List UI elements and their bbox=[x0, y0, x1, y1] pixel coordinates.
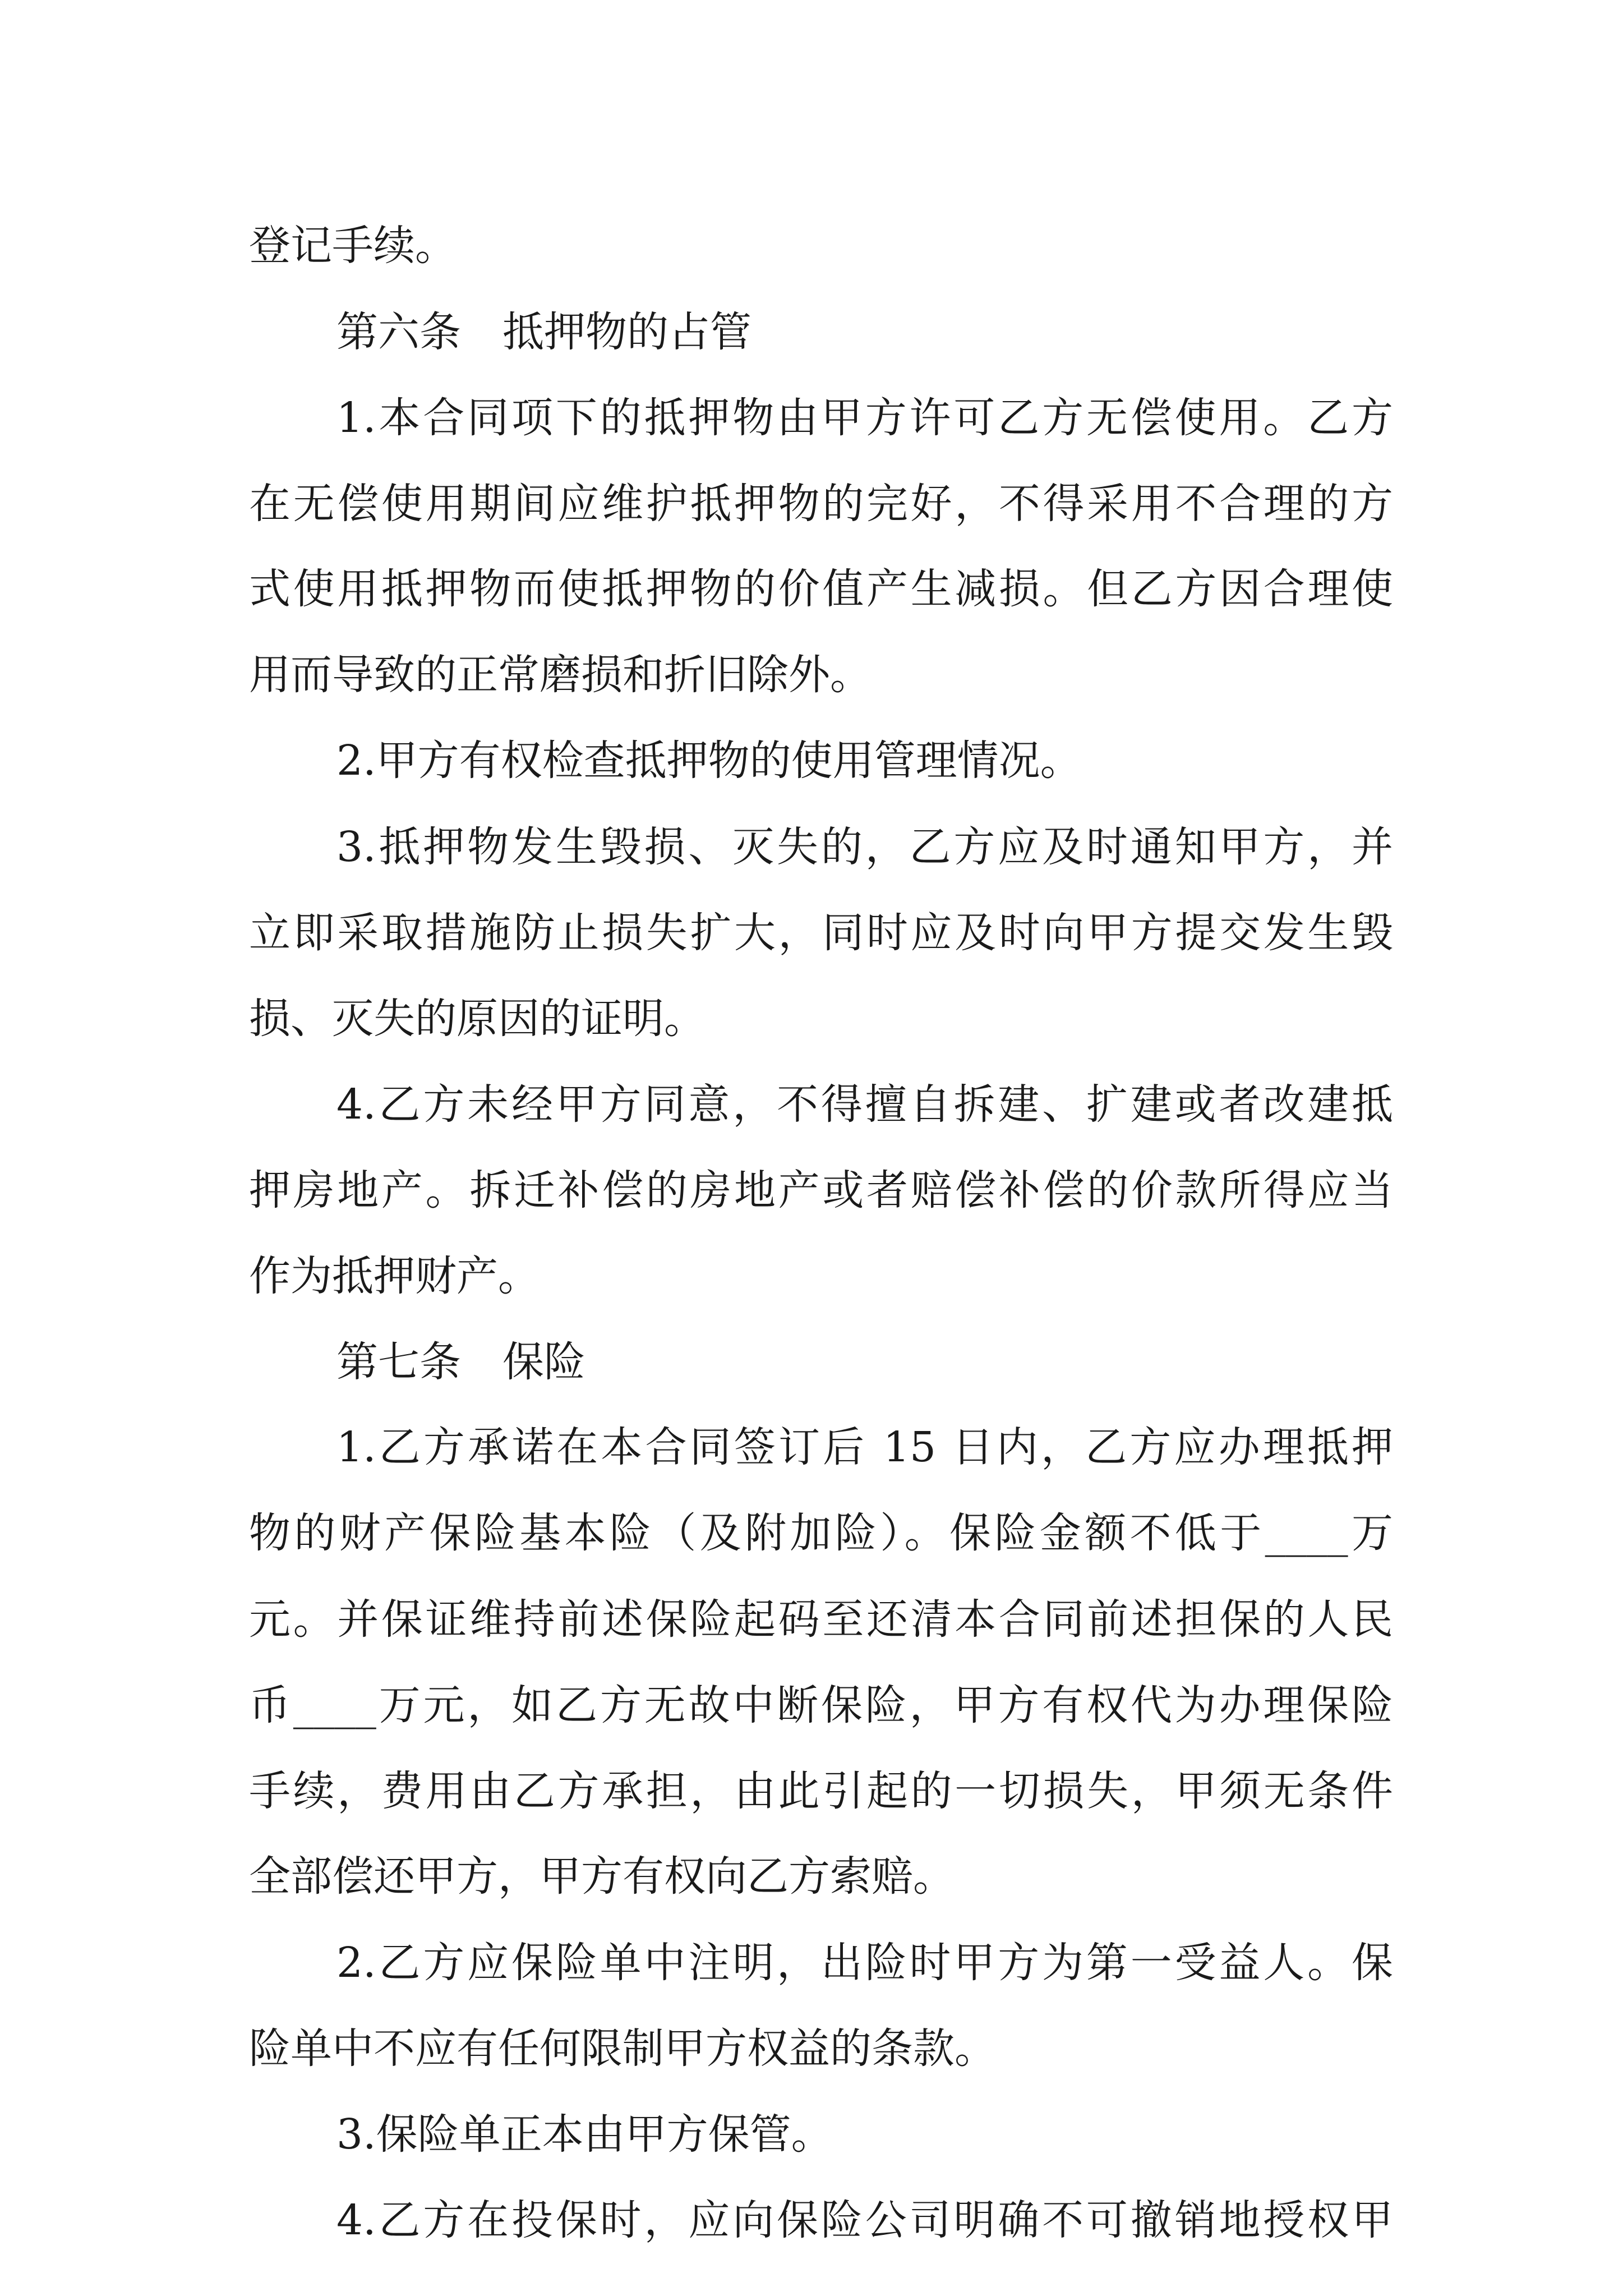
text-line: 立即采取措施防止损失扩大，同时应及时向甲方提交发生毁 bbox=[249, 909, 1393, 957]
text-line: 3.保险单正本由甲方保管。 bbox=[336, 2110, 833, 2159]
text-line: 2.乙方应保险单中注明，出险时甲方为第一受益人。保 bbox=[336, 1939, 1393, 1987]
text-line: 1.本合同项下的抵押物由甲方许可乙方无偿使用。乙方 bbox=[336, 394, 1393, 442]
text-line: 元。并保证维持前述保险起码至还清本合同前述担保的人民 bbox=[249, 1595, 1393, 1644]
section-heading: 第六条 抵押物的占管 bbox=[336, 308, 751, 356]
text-line: 物的财产保险基本险（及附加险）。保险金额不低于____万 bbox=[249, 1509, 1393, 1557]
text-line: 3.抵押物发生毁损、灭失的，乙方应及时通知甲方，并 bbox=[336, 823, 1393, 871]
text-line: 2.甲方有权检查抵押物的使用管理情况。 bbox=[336, 737, 1082, 785]
text-line: 全部偿还甲方，甲方有权向乙方索赔。 bbox=[249, 1852, 955, 1901]
text-line: 押房地产。拆迁补偿的房地产或者赔偿补偿的价款所得应当 bbox=[249, 1166, 1393, 1214]
text-line: 用而导致的正常磨损和折旧除外。 bbox=[249, 651, 872, 699]
text-line: 1.乙方承诺在本合同签订后 15 日内，乙方应办理抵押 bbox=[336, 1423, 1393, 1471]
text-line: 损、灭失的原因的证明。 bbox=[249, 995, 706, 1043]
text-line: 手续，费用由乙方承担，由此引起的一切损失，甲须无条件 bbox=[249, 1767, 1393, 1815]
text-line: 币____万元，如乙方无故中断保险，甲方有权代为办理保险 bbox=[249, 1681, 1393, 1729]
text-line: 在无偿使用期间应维护抵押物的完好，不得采用不合理的方 bbox=[249, 480, 1393, 528]
text-line: 作为抵押财产。 bbox=[249, 1252, 540, 1300]
text-line: 登记手续。 bbox=[249, 222, 457, 270]
text-line: 4.乙方在投保时，应向保险公司明确不可撤销地授权甲 bbox=[336, 2196, 1393, 2244]
section-heading: 第七条 保险 bbox=[336, 1338, 585, 1386]
text-line: 式使用抵押物而使抵押物的价值产生减损。但乙方因合理使 bbox=[249, 565, 1393, 613]
text-line: 4.乙方未经甲方同意，不得擅自拆建、扩建或者改建抵 bbox=[336, 1080, 1393, 1129]
text-line: 险单中不应有任何限制甲方权益的条款。 bbox=[249, 2024, 996, 2073]
